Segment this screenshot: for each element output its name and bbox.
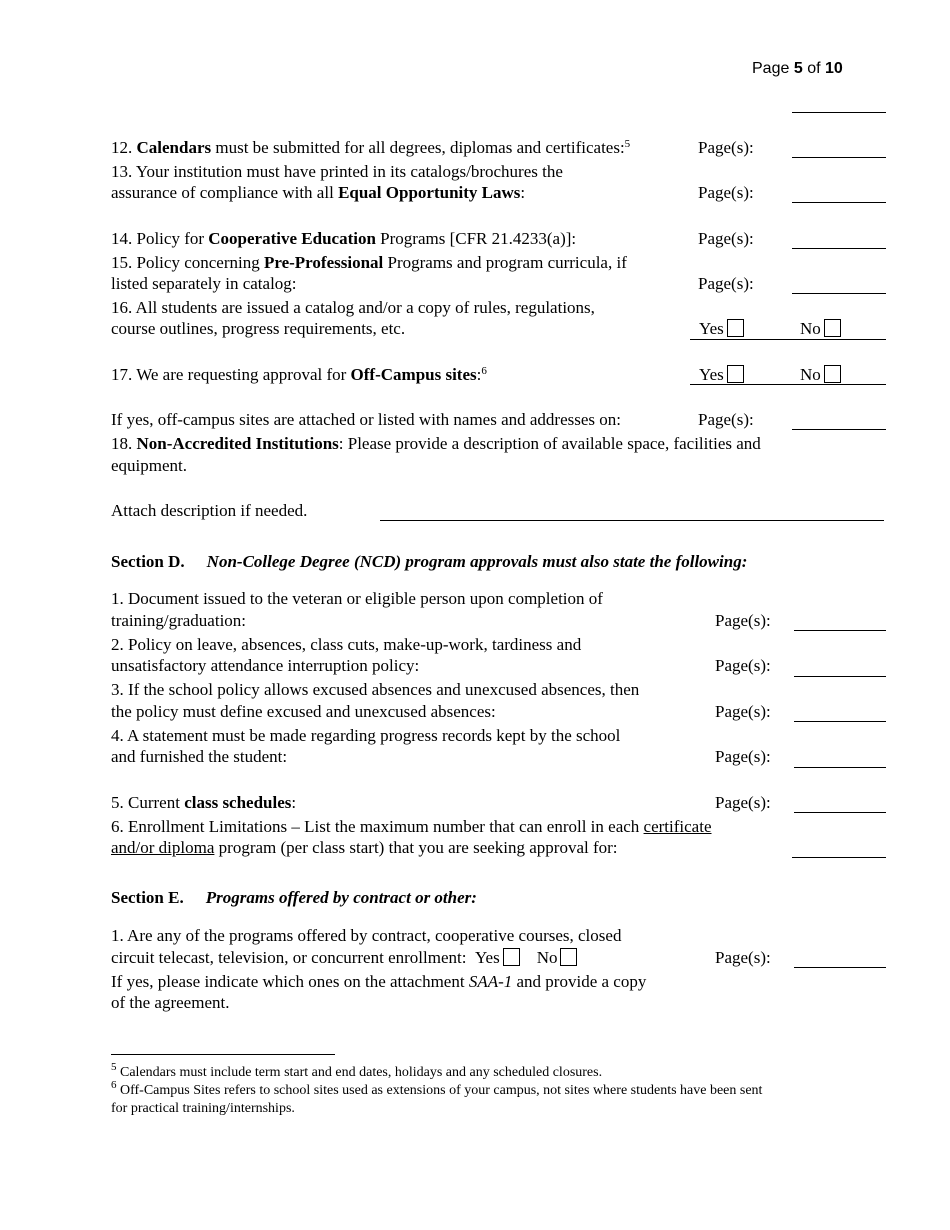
pages-label: Page(s): bbox=[715, 793, 771, 812]
e1-line2: circuit telecast, television, or concurrent enrollment: Yes No bbox=[111, 947, 577, 968]
answer-underline bbox=[690, 339, 886, 340]
pages-input-line[interactable] bbox=[792, 429, 886, 430]
attach-description-line[interactable] bbox=[380, 520, 884, 521]
no-checkbox[interactable] bbox=[824, 319, 841, 337]
yes-option: Yes bbox=[699, 364, 744, 385]
d4-line1: 4. A statement must be made regarding progress records kept by the school bbox=[111, 726, 621, 745]
d6-line1: 6. Enrollment Limitations – List the maximum number that can enroll in each certificate bbox=[111, 817, 712, 836]
pages-label: Page(s): bbox=[715, 656, 771, 675]
no-checkbox[interactable] bbox=[824, 365, 841, 383]
item-14: 14. Policy for Cooperative Education Programs [CFR 21.4233(a)]: bbox=[111, 229, 577, 248]
d1-line2: training/graduation: bbox=[111, 611, 247, 630]
item-17: 17. We are requesting approval for Off-Campus sites:$^6$ bbox=[111, 365, 487, 384]
e1-line4: of the agreement. bbox=[111, 993, 230, 1012]
footnote-6-line2: for practical training/internships. bbox=[111, 1101, 295, 1116]
pages-input-line[interactable] bbox=[794, 721, 886, 722]
item-15-line2: listed separately in catalog: bbox=[111, 274, 297, 293]
pages-input-line[interactable] bbox=[794, 630, 886, 631]
item-16-line1: 16. All students are issued a catalog and/or a copy of rules, regulations, bbox=[111, 298, 595, 317]
page-number: Page 5 of 10 bbox=[752, 60, 843, 77]
d6-line2: and/or diploma program (per class start) that you are seeking approval for: bbox=[111, 838, 618, 857]
section-d-heading: Section D. Non-College Degree (NCD) program approvals must also state the following: bbox=[111, 552, 748, 571]
pages-input-line[interactable] bbox=[792, 202, 886, 203]
item-12: 12. Calendars must be submitted for all degrees, diplomas and certificates:$^5$ bbox=[111, 138, 631, 157]
pages-input-line[interactable] bbox=[792, 157, 886, 158]
d1-line1: 1. Document issued to the veteran or eligible person upon completion of bbox=[111, 589, 603, 608]
pages-input-line[interactable] bbox=[794, 767, 886, 768]
attach-text: Attach description if needed. bbox=[111, 501, 308, 520]
item-18-line1: 18. Non-Accredited Institutions: Please provide a description of available space, facilities and bbox=[111, 434, 761, 453]
footnote-5: $^5$ Calendars must include term start and end dates, holidays and any scheduled closures. bbox=[111, 1061, 603, 1080]
item-13-line1: 13. Your institution must have printed in its catalogs/brochures the bbox=[111, 162, 563, 181]
footnote-6-line1: $^6$ Off-Campus Sites refers to school sites used as extensions of your campus, not sites where students have been sent bbox=[111, 1079, 763, 1098]
d2-line2: unsatisfactory attendance interruption policy: bbox=[111, 656, 420, 675]
section-e-heading: Section E. Programs offered by contract or other: bbox=[111, 888, 477, 907]
d2-line1: 2. Policy on leave, absences, class cuts, make-up-work, tardiness and bbox=[111, 635, 582, 654]
pages-input-line[interactable] bbox=[792, 248, 886, 249]
item-16-line2: course outlines, progress requirements, etc. bbox=[111, 319, 406, 338]
pages-label: Page(s): bbox=[715, 948, 771, 967]
yes-checkbox[interactable] bbox=[503, 948, 520, 966]
no-option: No bbox=[800, 364, 841, 385]
d3-line1: 3. If the school policy allows excused absences and unexcused absences, then bbox=[111, 680, 640, 699]
pages-label: Page(s): bbox=[698, 138, 754, 157]
yes-checkbox[interactable] bbox=[727, 319, 744, 337]
d5: 5. Current class schedules: bbox=[111, 793, 297, 812]
d4-line2: and furnished the student: bbox=[111, 747, 288, 766]
d3-line2: the policy must define excused and unexcused absences: bbox=[111, 702, 496, 721]
pages-input-line[interactable] bbox=[792, 293, 886, 294]
enrollment-limit-input-line[interactable] bbox=[792, 857, 886, 858]
offcampus-text: If yes, off-campus sites are attached or listed with names and addresses on: bbox=[111, 410, 621, 429]
pages-label: Page(s): bbox=[698, 274, 754, 293]
pages-label: Page(s): bbox=[698, 410, 754, 429]
no-option: No bbox=[800, 318, 841, 339]
pages-input-line[interactable] bbox=[794, 812, 886, 813]
pages-input-line[interactable] bbox=[794, 676, 886, 677]
item-18-line2: equipment. bbox=[111, 456, 188, 475]
pages-label: Page(s): bbox=[698, 229, 754, 248]
e1-line3: If yes, please indicate which ones on the attachment SAA-1 and provide a copy bbox=[111, 972, 647, 991]
pages-label: Page(s): bbox=[698, 183, 754, 202]
item-13-line2: assurance of compliance with all Equal Opportunity Laws: bbox=[111, 183, 526, 202]
item-15-line1: 15. Policy concerning Pre-Professional Programs and program curricula, if bbox=[111, 253, 627, 272]
e1-line1: 1. Are any of the programs offered by contract, cooperative courses, closed bbox=[111, 926, 622, 945]
pages-label: Page(s): bbox=[715, 702, 771, 721]
yes-option: Yes bbox=[699, 318, 744, 339]
answer-underline bbox=[690, 384, 886, 385]
yes-checkbox[interactable] bbox=[727, 365, 744, 383]
no-checkbox[interactable] bbox=[560, 948, 577, 966]
pages-label: Page(s): bbox=[715, 611, 771, 630]
pages-label: Page(s): bbox=[715, 747, 771, 766]
pages-input-line[interactable] bbox=[794, 967, 886, 968]
answer-line[interactable] bbox=[792, 112, 886, 113]
footnote-separator bbox=[111, 1054, 335, 1055]
